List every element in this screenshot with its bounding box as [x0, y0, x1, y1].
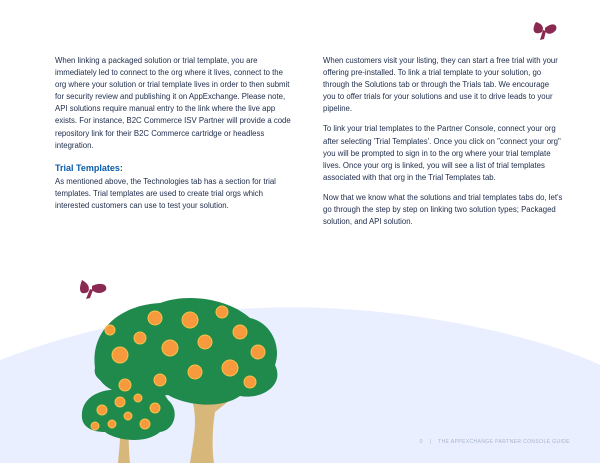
section-title: Trial Templates:	[55, 162, 123, 173]
left-column	[55, 55, 295, 220]
paragraph: Now that we know what the solutions and trial templates tabs do, let's go through the step by step on linking two solution types; Packaged solution, and API solution.	[323, 192, 563, 227]
guide-title: THE APPEXCHANGE PARTNER CONSOLE GUIDE	[438, 439, 570, 445]
paragraph: As mentioned above, the Technologies tab has a section for trial templates. Trial templates are used to create trial orgs which interested customers can use to test your solution.	[55, 176, 276, 210]
paragraph: When linking a packaged solution or trial template, you are immediately led to connect to the org where it lives, connect to the org where your solution or trial template lives in order to then submit for security review and publishing it on AppExchange. Please note, API solutions require manual entry to the link where the live app exists. For instance, B2C Commerce ISV Partner will provide a code repository link for their B2C Commerce cartridge or headless integration.	[55, 56, 291, 150]
footer-separator: |	[429, 439, 432, 445]
butterfly-icon	[80, 280, 106, 299]
right-column	[323, 55, 563, 236]
page-number: 0	[419, 439, 423, 445]
page-footer	[415, 439, 570, 445]
paragraph: When customers visit your listing, they can start a free trial with your offering pre-installed. To link a trial template to your solution, go through the Solutions tab or through the Trials tab. We encourage you to offer trials for your solutions and use it to drive leads to your pipeline.	[323, 56, 558, 114]
paragraph: To link your trial templates to the Partner Console, connect your org after selecting 'Trial Templates'. Once you click on "connect your org" you will be prompted to sign in to the org where your trial template lives. Once your org is linked, you will see a list of trial templates associated with that org in the Trial Templates tab.	[323, 124, 561, 182]
